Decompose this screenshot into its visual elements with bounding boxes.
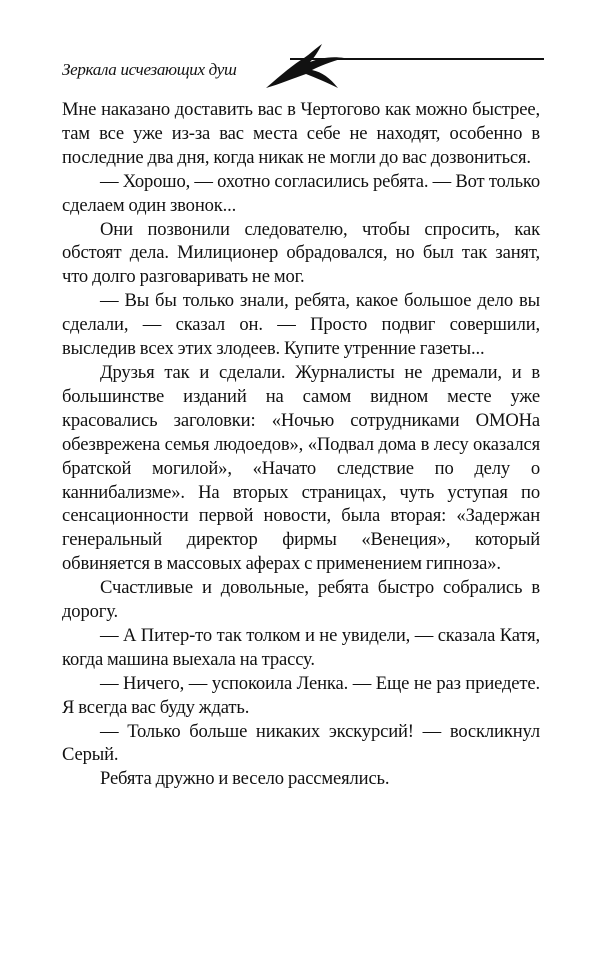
bird-ornament-icon: [264, 44, 344, 90]
paragraph: — Только больше никаких экскурсий! — воскликнул Серый.: [62, 720, 540, 766]
paragraph: Ребята дружно и весело рассмеялись.: [100, 768, 390, 790]
paragraph: — Ничего, — успокоила Ленка. — Еще не раз приедете. Я всегда вас буду ждать.: [62, 672, 540, 718]
paragraph: Счастливые и довольные, ребята быстро собрались в дорогу.: [62, 577, 540, 623]
body-text: [62, 98, 540, 791]
running-header-title: Зеркала исчезающих душ: [62, 60, 237, 79]
paragraph: Друзья так и сделали. Журналисты не дремали, и в большинстве изданий на самом видном месте уже красовались заголовки: «Ночью сотрудниками ОМОНа обезврежена семья людоедов», «Подвал дома в лесу оказался братской могилой», «Начато следствие по делу о каннибализме». На вторых страницах, чуть уступая по сенсационности первой новости, была вторая: «Задержан генеральный директор фирмы «Венеция», который обвиняется в массовых аферах с применением гипноза».: [62, 361, 540, 575]
paragraph: Мне наказано доставить вас в Чертогово как можно быстрее, там все уже из-за вас места себе не находят, особенно в последние два дня, когда никак не могли до вас дозвониться.: [62, 99, 540, 168]
running-header: [62, 44, 544, 92]
paragraph: Они позвонили следователю, чтобы спросить, как обстоят дела. Милиционер обрадовался, но был так занят, что долго разговаривать не мог.: [62, 218, 540, 288]
paragraph: — Хорошо, — охотно согласились ребята. — Вот только сделаем один звонок...: [62, 170, 540, 216]
paragraph: — Вы бы только знали, ребята, какое большое дело вы сделали, — сказал он. — Просто подвиг совершили, выследив всех этих злодеев. Купите утренние газеты...: [62, 290, 540, 360]
paragraph: — А Питер-то так толком и не увидели, — сказала Катя, когда машина выехала на трассу.: [62, 624, 540, 670]
